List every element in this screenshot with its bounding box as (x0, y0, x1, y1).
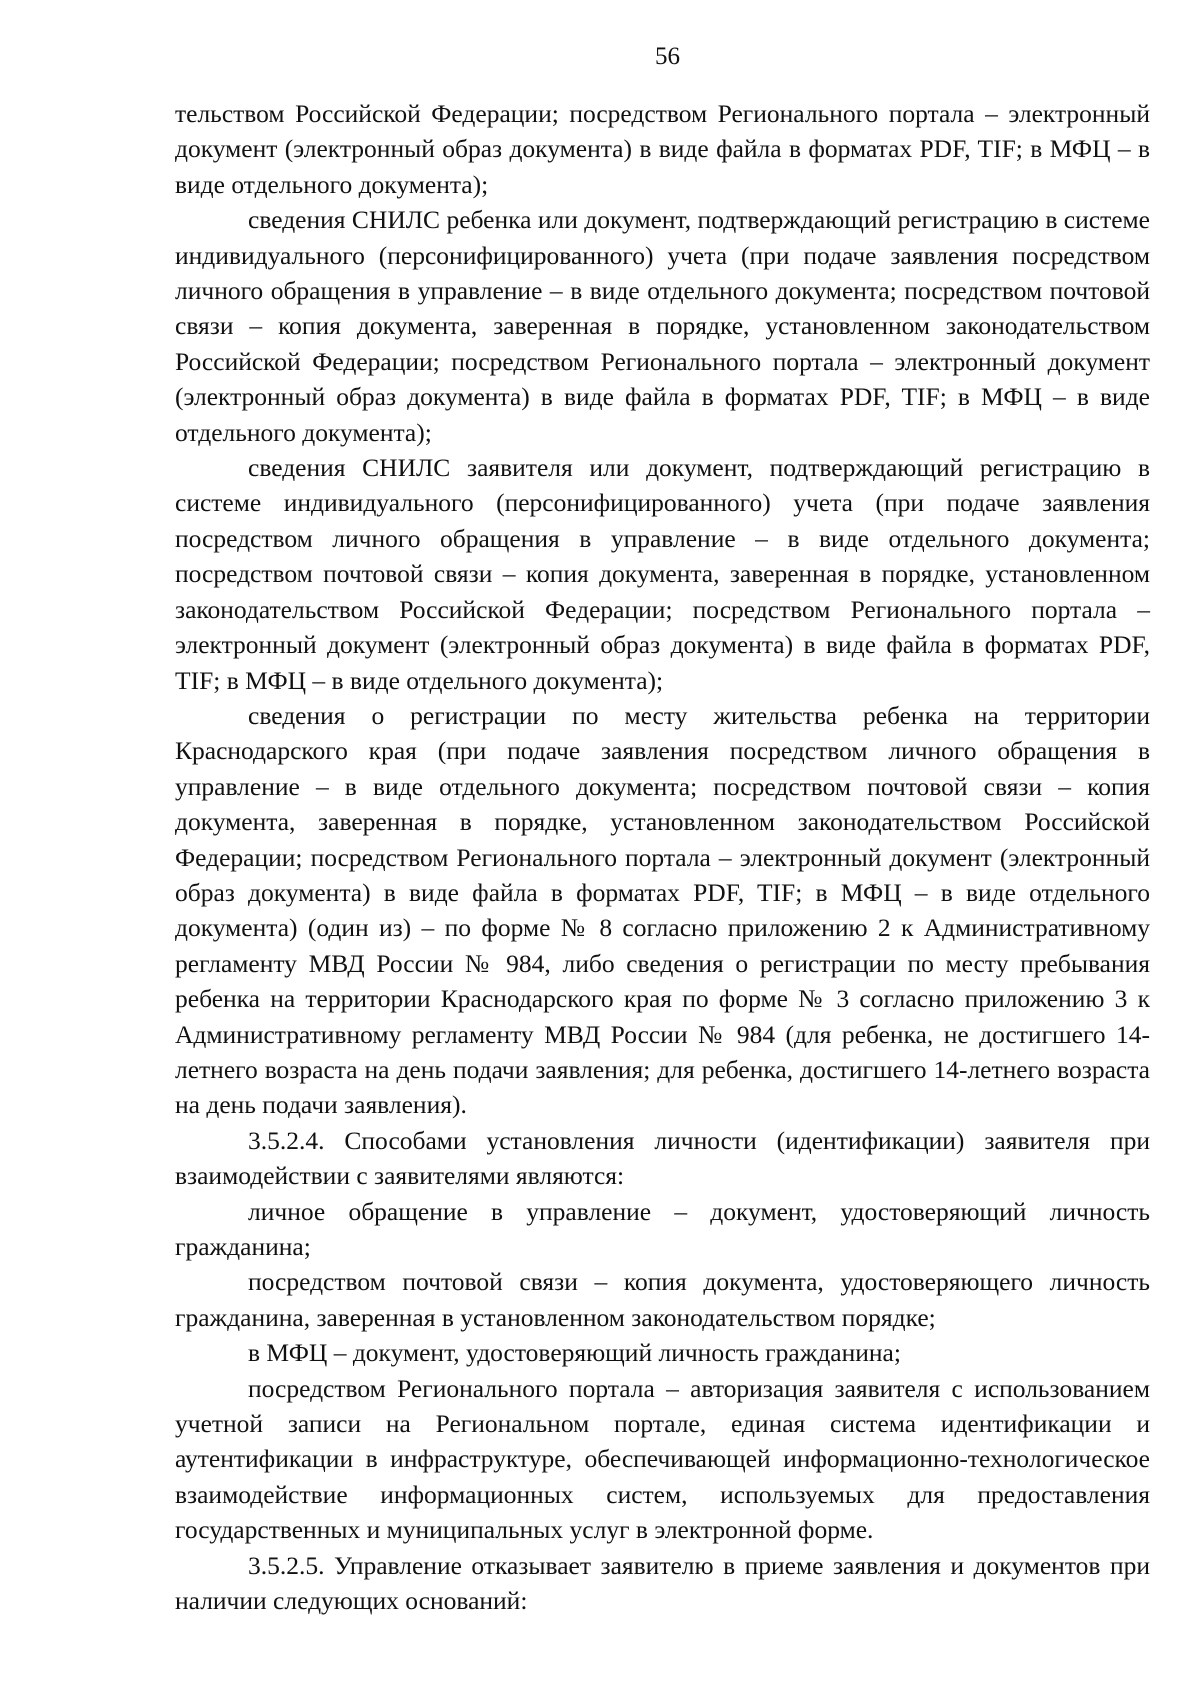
paragraph-snils-applicant: сведения СНИЛС заявителя или документ, подтверждающий регистрацию в системе индивидуального (персонифицированного) учета (при подаче заявления посредством личного обращения в управление – в виде отдельного документа; посредством почтовой связи – копия документа, заверенная в порядке, установленном законодательством Российской Федерации; посредством Регионального портала – электронный документ (электронный образ документа) в виде файла в форматах PDF, TIF; в МФЦ – в виде отдельного документа); (175, 453, 1150, 695)
paragraph-personal-visit: личное обращение в управление – документ, удостоверяющий личность гражданина; (175, 1196, 1150, 1261)
paragraph-mfc: в МФЦ – документ, удостоверяющий личность гражданина; (248, 1338, 901, 1368)
page-number: 56 (655, 43, 680, 70)
document-body (175, 96, 1150, 1618)
paragraph-registration-child: сведения о регистрации по месту жительства ребенка на территории Краснодарского края (при подаче заявления посредством личного обращения в управление – в виде отдельного документа; посредством почтовой связи – копия документа, заверенная в порядке, установленном законодательством Российской Федерации; посредством Регионального портала – электронный документ (электронный образ документа) в виде файла в форматах PDF, TIF; в МФЦ – в виде отдельного документа) (один из) – по форме № 8 согласно приложению 2 к Административному регламенту МВД России № 984, либо сведения о регистрации по месту пребывания ребенка на территории Краснодарского края по форме № 3 согласно приложению 3 к Административному регламенту МВД России № 984 (для ребенка, не достигшего 14-летнего возраста на день подачи заявления; для ребенка, достигшего 14-летнего возраста на день подачи заявления). (175, 700, 1150, 1120)
paragraph-3-5-2-4: 3.5.2.4. Способами установления личности (идентификации) заявителя при взаимодействии с заявителями являются: (175, 1125, 1150, 1191)
paragraph-continuation: тельством Российской Федерации; посредством Регионального портала – электронный документ (электронный образ документа) в виде файла в форматах PDF, TIF; в МФЦ – в виде отдельного документа); (175, 99, 1150, 199)
paragraph-regional-portal: посредством Регионального портала – авторизация заявителя с использованием учетной записи на Региональном портале, единая система идентификации и аутентификации в инфраструктуре, обеспечивающей информационно-технологическое взаимодействие информационных систем, используемых для предоставления государственных и муниципальных услуг в электронной форме. (175, 1373, 1150, 1545)
paragraph-snils-child: сведения СНИЛС ребенка или документ, подтверждающий регистрацию в системе индивидуального (персонифицированного) учета (при подаче заявления посредством личного обращения в управление – в виде отдельного документа; посредством почтовой связи – копия документа, заверенная в порядке, установленном законодательством Российской Федерации; посредством Регионального портала – электронный документ (электронный образ документа) в виде файла в форматах PDF, TIF; в МФЦ – в виде отдельного документа); (175, 205, 1150, 447)
paragraph-postal: посредством почтовой связи – копия документа, удостоверяющего личность гражданина, заверенная в установленном законодательством порядке; (175, 1267, 1150, 1332)
paragraph-3-5-2-5: 3.5.2.5. Управление отказывает заявителю в приеме заявления и документов при наличии следующих оснований: (175, 1550, 1150, 1616)
